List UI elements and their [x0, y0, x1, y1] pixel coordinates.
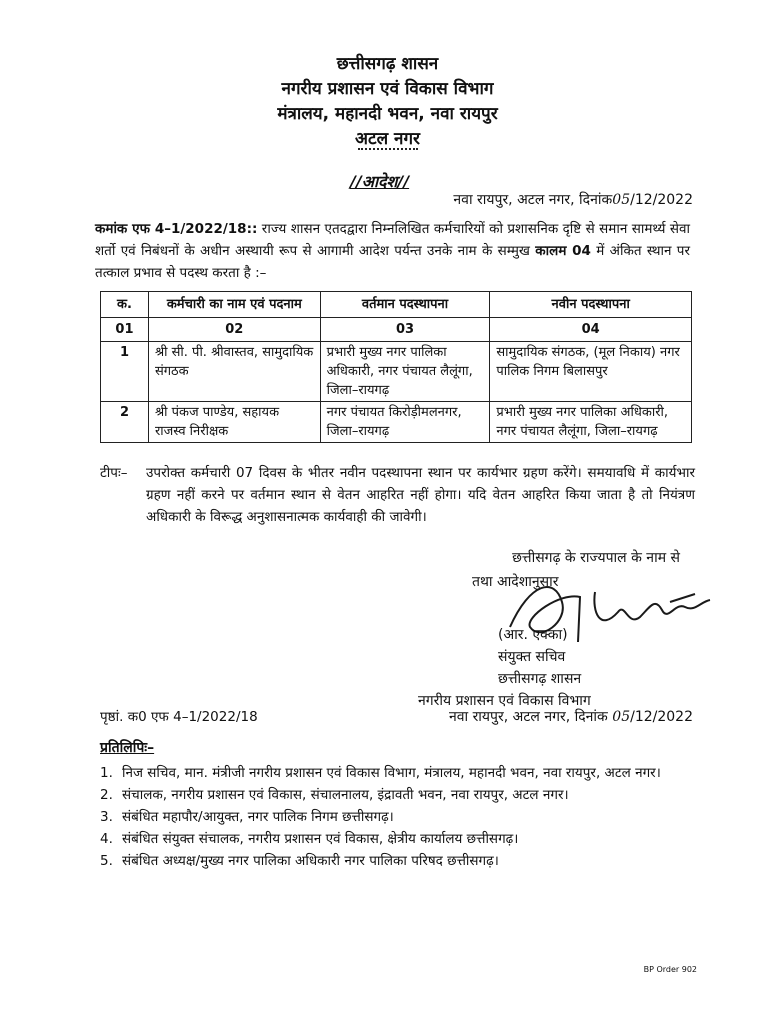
endorsement-reference: पृष्ठां. क0 एफ 4–1/2022/18	[100, 709, 258, 725]
row-sno: 2	[101, 402, 149, 443]
department-name: नगरीय प्रशासन एवं विकास विभाग	[281, 79, 494, 99]
note-text: उपरोक्त कर्मचारी 07 दिवस के भीतर नवीन पदस्थापना स्थान पर कार्यभार ग्रहण करेंगे। समयावधि में कार्यभार ग्रहण नहीं करने पर वर्तमान स्थान से वेतन आहरित नहीं होगा। यदि वेतन आहरित किया जाता है तो नियंत्रण अधिकारी के विरूद्ध अनुशासनात्मक कार्यवाही की जावेगी।	[146, 465, 695, 525]
list-item: 3. संबंधित महापौर/आयुक्त, नगर पालिक निगम छत्तीसगढ़।	[100, 809, 394, 825]
officer-government: छत्तीसगढ़ शासन	[498, 671, 582, 687]
col-number: 03	[320, 318, 490, 342]
row-new-posting: प्रभारी मुख्य नगर पालिका अधिकारी, नगर पंचायत लैलूंगा, जिला–रायगढ़	[490, 402, 692, 443]
letterhead	[0, 52, 775, 152]
note-section	[100, 462, 695, 528]
officer-designation: संयुक्त सचिव	[498, 649, 566, 665]
endorsement-date-day: 05	[612, 709, 631, 725]
order-intro-bold: कालम 04	[535, 243, 591, 259]
header-divider	[358, 148, 418, 150]
row-current-posting: नगर पंचायत किरोड़ीमलनगर, जिला–रायगढ़	[320, 402, 490, 443]
col-number: 01	[101, 318, 149, 342]
order-reference: कमांक एफ 4–1/2022/18::	[95, 221, 258, 237]
officer-name: (आर. एक्का)	[498, 627, 568, 643]
table-column-number-row	[101, 318, 692, 342]
office-address: मंत्रालय, महानदी भवन, नवा रायपुर	[277, 104, 498, 124]
order-intro-text-a: राज्य शासन एतदद्वारा निम्नलिखित कर्मचारियों को प्रशासनिक दृष्टि से समान सामर्थ्य सेवा शर्तो एवं निबंधनों के अधीन अस्थायी रूप से आगामी आदेश पर्यन्त उनके नाम के सम्मुख	[95, 221, 691, 259]
col-header-new: नवीन पदस्थापना	[490, 292, 692, 318]
row-new-posting: सामुदायिक संगठक, (मूल निकाय) नगर पालिक निगम बिलासपुर	[490, 342, 692, 402]
list-item: 5. संबंधित अध्यक्ष/मुख्य नगर पालिका अधिकारी नगर पालिका परिषद छत्तीसगढ़।	[100, 853, 499, 869]
copy-to-list	[100, 762, 705, 872]
officer-department: नगरीय प्रशासन एवं विकास विभाग	[418, 693, 591, 709]
table-row	[101, 342, 692, 402]
endorsement-date-rest: /12/2022	[630, 709, 693, 725]
list-item: 2. संचालक, नगरीय प्रशासन एवं विकास, संचालनालय, इंद्रावती भवन, नवा रायपुर, अटल नगर।	[100, 787, 569, 803]
order-title: //आदेश//	[350, 172, 410, 191]
order-date-day: 05	[612, 192, 631, 208]
postings-table	[100, 291, 692, 443]
order-place-date: नवा रायपुर, अटल नगर, दिनांक	[453, 192, 613, 208]
authority-line-2: तथा आदेशानुसार	[472, 574, 559, 590]
govt-name: छत्तीसगढ़ शासन	[336, 54, 439, 74]
col-header-name: कर्मचारी का नाम एवं पदनाम	[148, 292, 320, 318]
copy-to-heading: प्रतिलिपिः–	[100, 740, 155, 756]
order-intro-text-b: में अंकित स्थान पर तत्काल प्रभाव से पदस्थ करता है :–	[95, 243, 690, 281]
endorsement-date-line	[449, 707, 693, 726]
col-header-current: वर्तमान पदस्थापना	[320, 292, 490, 318]
row-current-posting: प्रभारी मुख्य नगर पालिका अधिकारी, नगर पंचायत लैलूंगा, जिला–रायगढ़	[320, 342, 490, 402]
city-name: अटल नगर	[355, 129, 420, 149]
col-number: 02	[148, 318, 320, 342]
row-sno: 1	[101, 342, 149, 402]
order-date-rest: /12/2022	[630, 192, 693, 208]
authority-line-1: छत्तीसगढ़ के राज्यपाल के नाम से	[512, 550, 680, 566]
row-name: श्री सी. पी. श्रीवास्तव, सामुदायिक संगठक	[148, 342, 320, 402]
note-label: टीपः–	[100, 465, 128, 481]
col-number: 04	[490, 318, 692, 342]
order-date-line	[453, 190, 693, 209]
footer-code: BP Order 902	[643, 965, 697, 974]
list-item: 1. निज सचिव, मान. मंत्रीजी नगरीय प्रशासन एवं विकास विभाग, मंत्रालय, महानदी भवन, नवा रायपुर, अटल नगर।	[100, 765, 661, 781]
row-name: श्री पंकज पाण्डेय, सहायक राजस्व निरीक्षक	[148, 402, 320, 443]
order-intro	[95, 218, 690, 284]
officer-block	[380, 624, 680, 712]
table-row	[101, 402, 692, 443]
list-item: 4. संबंधित संयुक्त संचालक, नगरीय प्रशासन एवं विकास, क्षेत्रीय कार्यालय छत्तीसगढ़।	[100, 831, 519, 847]
endorsement-place-date: नवा रायपुर, अटल नगर, दिनांक	[448, 709, 608, 725]
col-header-sno: क.	[101, 292, 149, 318]
table-header-row	[101, 292, 692, 318]
